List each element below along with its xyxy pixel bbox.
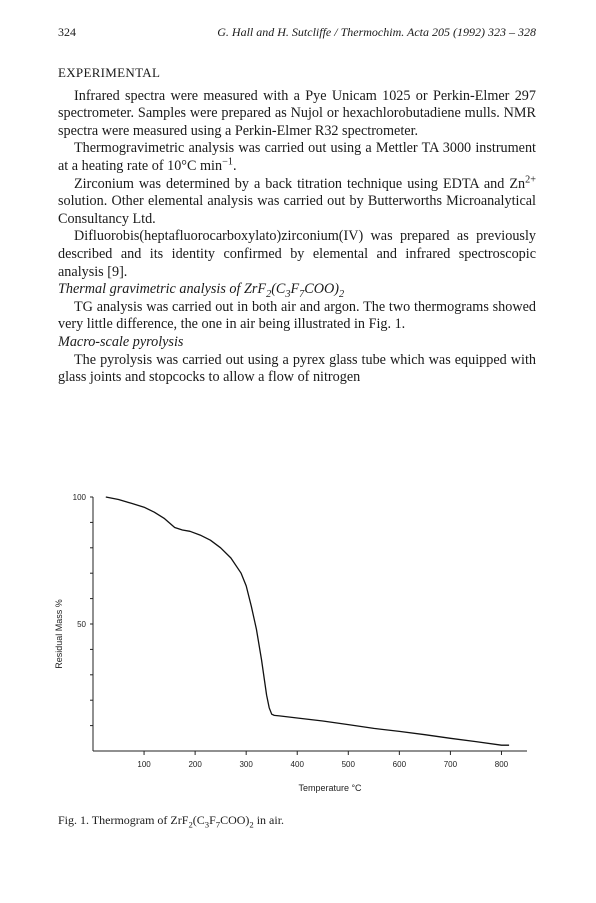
subhead-tga: Thermal gravimetric analysis of $ZrF_2(C_3F_7COO)_2$ <box>58 281 345 300</box>
paragraph-pyrolysis: The pyrolysis was carried out using a pyrex glass tube which was equipped with glass joints and stopcocks to allow a flow of nitrogen <box>58 351 536 386</box>
page-number: 324 <box>58 25 76 39</box>
y-tick-label-100: 100 <box>72 493 86 502</box>
paragraph-spectra: Infrared spectra were measured with a Pye Unicam 1025 or Perkin-Elmer 297 spectrometer. Samples were prepared as Nujol or hexachlorobutadiene mulls. NMR spectra were measured using a Perkin-Elmer R32 spectrometer. <box>58 87 536 139</box>
paragraph-tg-analysis: TG analysis was carried out in both air and argon. The two thermograms showed very little difference, the one in air being illustrated in Fig. 1. <box>58 298 536 333</box>
thermogram-chart <box>50 482 550 812</box>
subhead-pyrolysis: Macro-scale pyrolysis <box>58 333 184 350</box>
x-tick-label-100: 100 <box>137 760 151 769</box>
article-body <box>58 64 536 387</box>
running-header <box>58 25 536 43</box>
figure-caption: Fig. 1. Thermogram of $ZrF_2(C_3F_7COO)_2$ in air. <box>58 813 285 830</box>
x-tick-label-300: 300 <box>239 760 253 769</box>
x-tick-label-500: 500 <box>341 760 355 769</box>
section-title: EXPERIMENTAL <box>58 65 161 80</box>
x-axis-label: Temperature °C <box>298 783 362 793</box>
running-head: G. Hall and H. Sutcliffe / Thermochim. Acta 205 (1992) 323 – 328 <box>217 25 536 39</box>
x-tick-label-400: 400 <box>290 760 304 769</box>
thermogram-figure <box>50 482 550 812</box>
mass-loss-curve <box>106 497 509 745</box>
x-tick-label-700: 700 <box>443 760 458 769</box>
x-tick-label-200: 200 <box>188 760 202 769</box>
y-axis-label: Residual Mass % <box>54 599 64 669</box>
x-tick-label-800: 800 <box>494 760 509 769</box>
x-tick-label-600: 600 <box>392 760 407 769</box>
paragraph-preparation: Difluorobis(heptafluorocarboxylato)zirconium(IV) was prepared as previously described and its identity confirmed by elemental and infrared spectroscopic analysis [9]. <box>58 228 536 280</box>
paragraph-thermogravimetric: Thermogravimetric analysis was carried out using a Mettler TA 3000 instrument at a heating rate of 10°C $\min^{-1}$. <box>58 140 536 174</box>
y-tick-label-50: 50 <box>77 620 86 629</box>
paragraph-zirconium: Zirconium was determined by a back titration technique using EDTA and $Zn^{2+}$ solution. Other elemental analysis was carried out by Butterworths Microanalytical Consultancy Ltd. <box>58 173 536 227</box>
